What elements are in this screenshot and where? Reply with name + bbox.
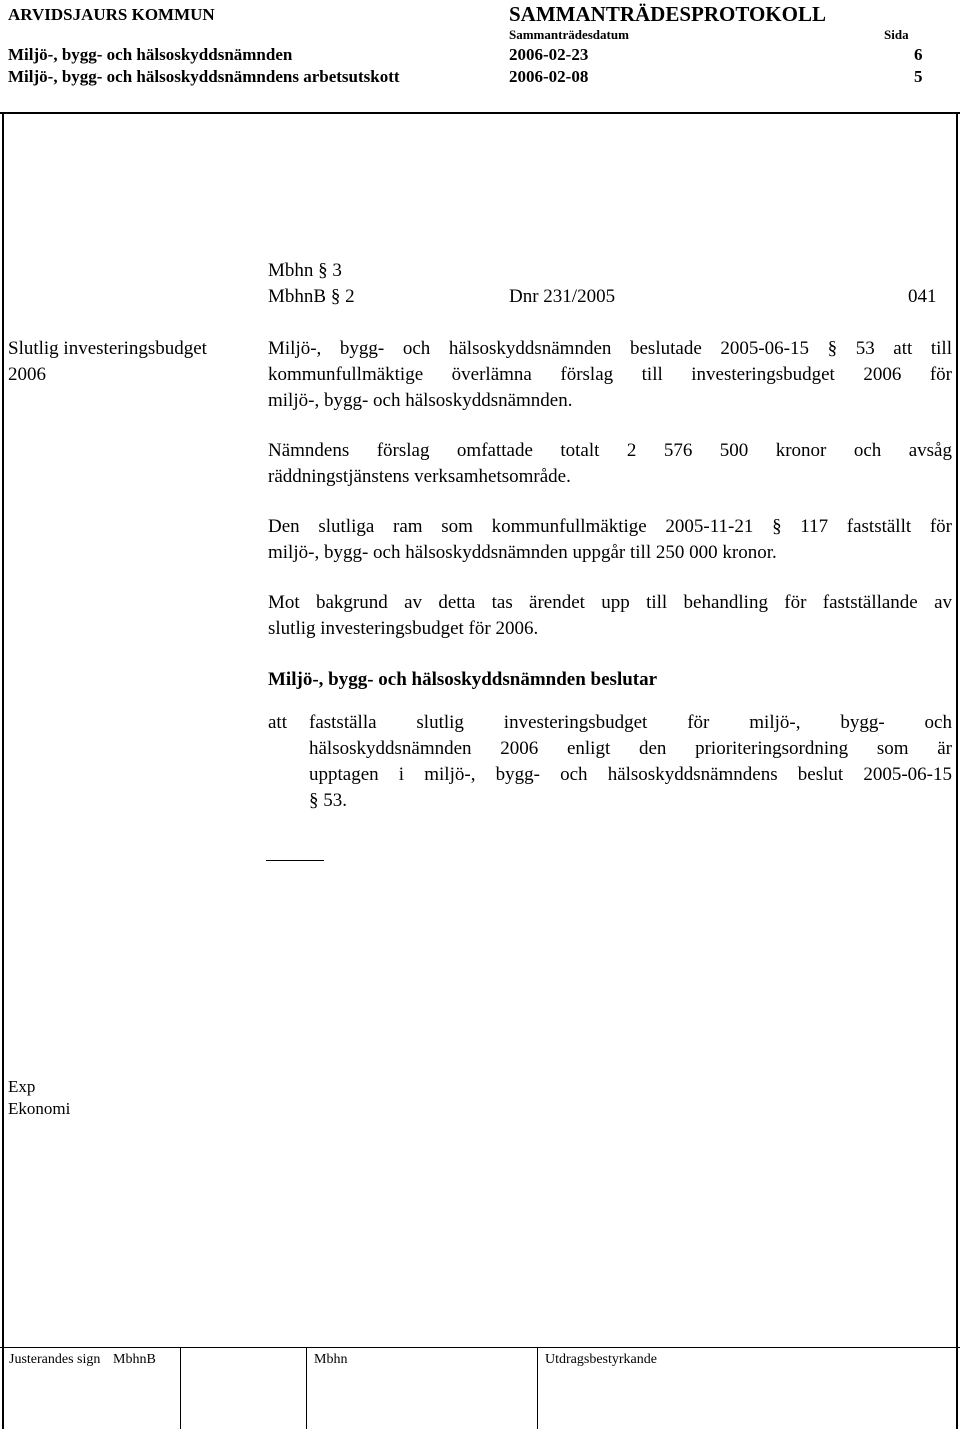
frame-right-rule bbox=[956, 112, 958, 1429]
frame-left-rule bbox=[2, 112, 4, 1429]
footer-mbhn: Mbhn bbox=[314, 1352, 348, 1367]
header-body-2: Miljö-, bygg- och hälsoskyddsnämndens arbetsutskott bbox=[8, 67, 400, 86]
page-label: Sida bbox=[884, 27, 909, 42]
decision-last: § 53. bbox=[309, 790, 347, 811]
header-date-1: 2006-02-23 bbox=[509, 45, 589, 64]
end-divider bbox=[266, 860, 324, 861]
footer-mbhnb: MbhnB bbox=[113, 1352, 156, 1367]
decision-line-3: upptagen i miljö-, bygg- och hälsoskyddsnämndens beslut 2005-06-15 bbox=[309, 764, 952, 785]
subject-heading: Slutlig investeringsbudget bbox=[8, 338, 207, 359]
header-date-2: 2006-02-08 bbox=[509, 67, 589, 86]
paragraph-4-line-1: Mot bakgrund av detta tas ärendet upp till behandling för fastställande av bbox=[268, 592, 952, 613]
paragraph-3-line-1: Den slutliga ram som kommunfullmäktige 2005-11-21 § 117 fastställt för bbox=[268, 516, 952, 537]
paragraph-1-line-1: Miljö-, bygg- och hälsoskyddsnämnden beslutade 2005-06-15 § 53 att till bbox=[268, 338, 952, 359]
paragraph-2-line-1: Nämndens förslag omfattade totalt 2 576 500 kronor och avsåg bbox=[268, 440, 952, 461]
document-type: SAMMANTRÄDESPROTOKOLL bbox=[509, 2, 826, 26]
municipality-name: ARVIDSJAURS KOMMUN bbox=[8, 5, 215, 24]
archive-code: 041 bbox=[908, 286, 937, 307]
decision-line-1: fastställa slutlig investeringsbudget för miljö-, bygg- och bbox=[309, 712, 952, 733]
footer-divider-1 bbox=[180, 1347, 181, 1429]
footer-divider-3 bbox=[537, 1347, 538, 1429]
paragraph-4-last: slutlig investeringsbudget för 2006. bbox=[268, 618, 539, 639]
decision-heading: Miljö-, bygg- och hälsoskyddsnämnden beslutar bbox=[268, 669, 658, 690]
distribution-recipient: Ekonomi bbox=[8, 1099, 71, 1118]
date-label: Sammanträdesdatum bbox=[509, 27, 629, 42]
footer-divider-2 bbox=[306, 1347, 307, 1429]
footer-justerandes-sign: Justerandes sign bbox=[9, 1352, 101, 1367]
header-body-1: Miljö-, bygg- och hälsoskyddsnämnden bbox=[8, 45, 293, 64]
decision-att: att bbox=[268, 712, 287, 733]
footer-top-rule bbox=[0, 1347, 960, 1348]
paragraph-ref-mbhn: Mbhn § 3 bbox=[268, 260, 342, 281]
paragraph-2-last: räddningstjänstens verksamhetsområde. bbox=[268, 466, 571, 487]
paragraph-3-last: miljö-, bygg- och hälsoskyddsnämnden uppgår till 250 000 kronor. bbox=[268, 542, 777, 563]
header-page-2: 5 bbox=[914, 67, 923, 86]
paragraph-1-line-2: kommunfullmäktige överlämna förslag till investeringsbudget 2006 för bbox=[268, 364, 952, 385]
paragraph-1-last: miljö-, bygg- och hälsoskyddsnämnden. bbox=[268, 390, 573, 411]
frame-top-rule bbox=[0, 112, 960, 114]
header-page-1: 6 bbox=[914, 45, 923, 64]
footer-utdragsbestyrkande: Utdragsbestyrkande bbox=[545, 1352, 657, 1367]
subject-year: 2006 bbox=[8, 364, 46, 385]
paragraph-ref-mbhnb: MbhnB § 2 bbox=[268, 286, 355, 307]
distribution-label: Exp bbox=[8, 1077, 36, 1096]
decision-line-2: hälsoskyddsnämnden 2006 enligt den prioriteringsordning som är bbox=[309, 738, 952, 759]
diary-number: Dnr 231/2005 bbox=[509, 286, 616, 307]
